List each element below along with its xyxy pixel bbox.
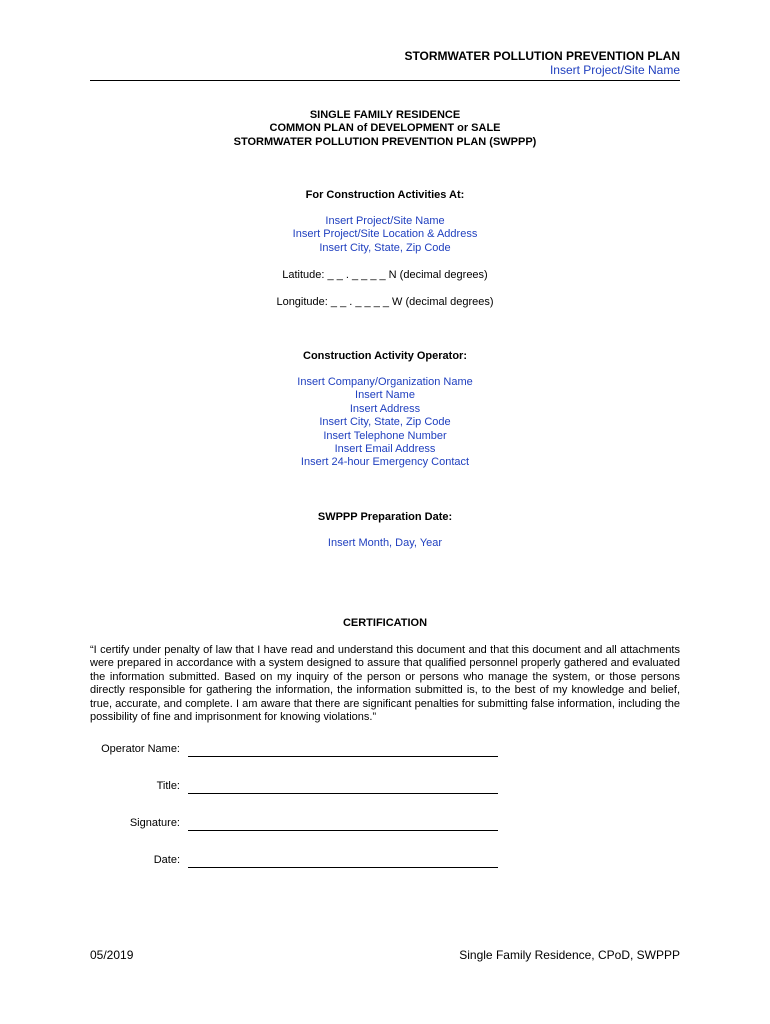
date-line[interactable] (188, 867, 498, 868)
title-line[interactable] (188, 793, 498, 794)
preparation-date-heading: SWPPP Preparation Date: (317, 511, 453, 523)
latitude-field: Latitude: _ _ . _ _ _ _ N (decimal degrees) (282, 269, 488, 281)
preparation-date-placeholder: Insert Month, Day, Year (327, 537, 443, 549)
operator-email-placeholder: Insert Email Address (334, 443, 436, 456)
construction-at-heading: For Construction Activities At: (305, 189, 465, 201)
signature-row (90, 817, 500, 833)
operator-address-placeholder: Insert Address (349, 402, 421, 415)
operator-block (90, 376, 680, 470)
header-project-name: Insert Project/Site Name (549, 63, 680, 77)
site-location-placeholder: Insert Project/Site Location & Address (292, 228, 478, 241)
title-line-1: SINGLE FAMILY RESIDENCE (309, 109, 461, 121)
operator-name-line[interactable] (188, 756, 498, 757)
footer-document-name: Single Family Residence, CPoD, SWPPP (459, 948, 680, 962)
operator-name-placeholder: Insert Name (355, 389, 415, 402)
title-row (90, 780, 500, 796)
site-name-placeholder: Insert Project/Site Name (325, 215, 445, 227)
footer-date: 05/2019 (90, 948, 134, 962)
title-line-3: STORMWATER POLLUTION PREVENTION PLAN (SWPPP) (233, 135, 537, 148)
operator-company-placeholder: Insert Company/Organization Name (297, 376, 473, 388)
signature-line[interactable] (188, 830, 498, 831)
date-row (90, 854, 500, 870)
operator-heading: Construction Activity Operator: (303, 350, 467, 362)
operator-city-placeholder: Insert City, State, Zip Code (319, 416, 451, 429)
title-label: Title: (156, 780, 180, 792)
header-divider (90, 80, 680, 81)
certification-heading: CERTIFICATION (342, 617, 428, 629)
operator-emergency-placeholder: Insert 24-hour Emergency Contact (300, 456, 470, 469)
operator-name-label: Operator Name: (101, 743, 180, 755)
document-title-block (90, 109, 680, 149)
operator-phone-placeholder: Insert Telephone Number (323, 429, 447, 442)
signature-label: Signature: (129, 817, 180, 829)
construction-site-block (90, 215, 680, 255)
title-line-2: COMMON PLAN of DEVELOPMENT or SALE (269, 122, 501, 135)
longitude-field: Longitude: _ _ . _ _ _ _ W (decimal degrees) (276, 296, 494, 308)
header-title: STORMWATER POLLUTION PREVENTION PLAN (404, 49, 680, 63)
site-city-placeholder: Insert City, State, Zip Code (319, 241, 451, 254)
operator-name-row (90, 743, 500, 759)
date-label: Date: (153, 854, 180, 866)
certification-statement: “I certify under penalty of law that I have read and understand this document and that this document and all attachments were prepared in accordance with a system designed to assure that qualified personnel properly gathered and evaluated the information submitted. Based on my inquiry of the person or persons who manage the system, or those persons directly responsible for gathering the information, the information submitted is, to the best of my knowledge and belief, true, accurate, and complete. I am aware that there are significant penalties for submitting false information, including the possibility of fine and imprisonment for knowing violations.” (90, 644, 680, 724)
